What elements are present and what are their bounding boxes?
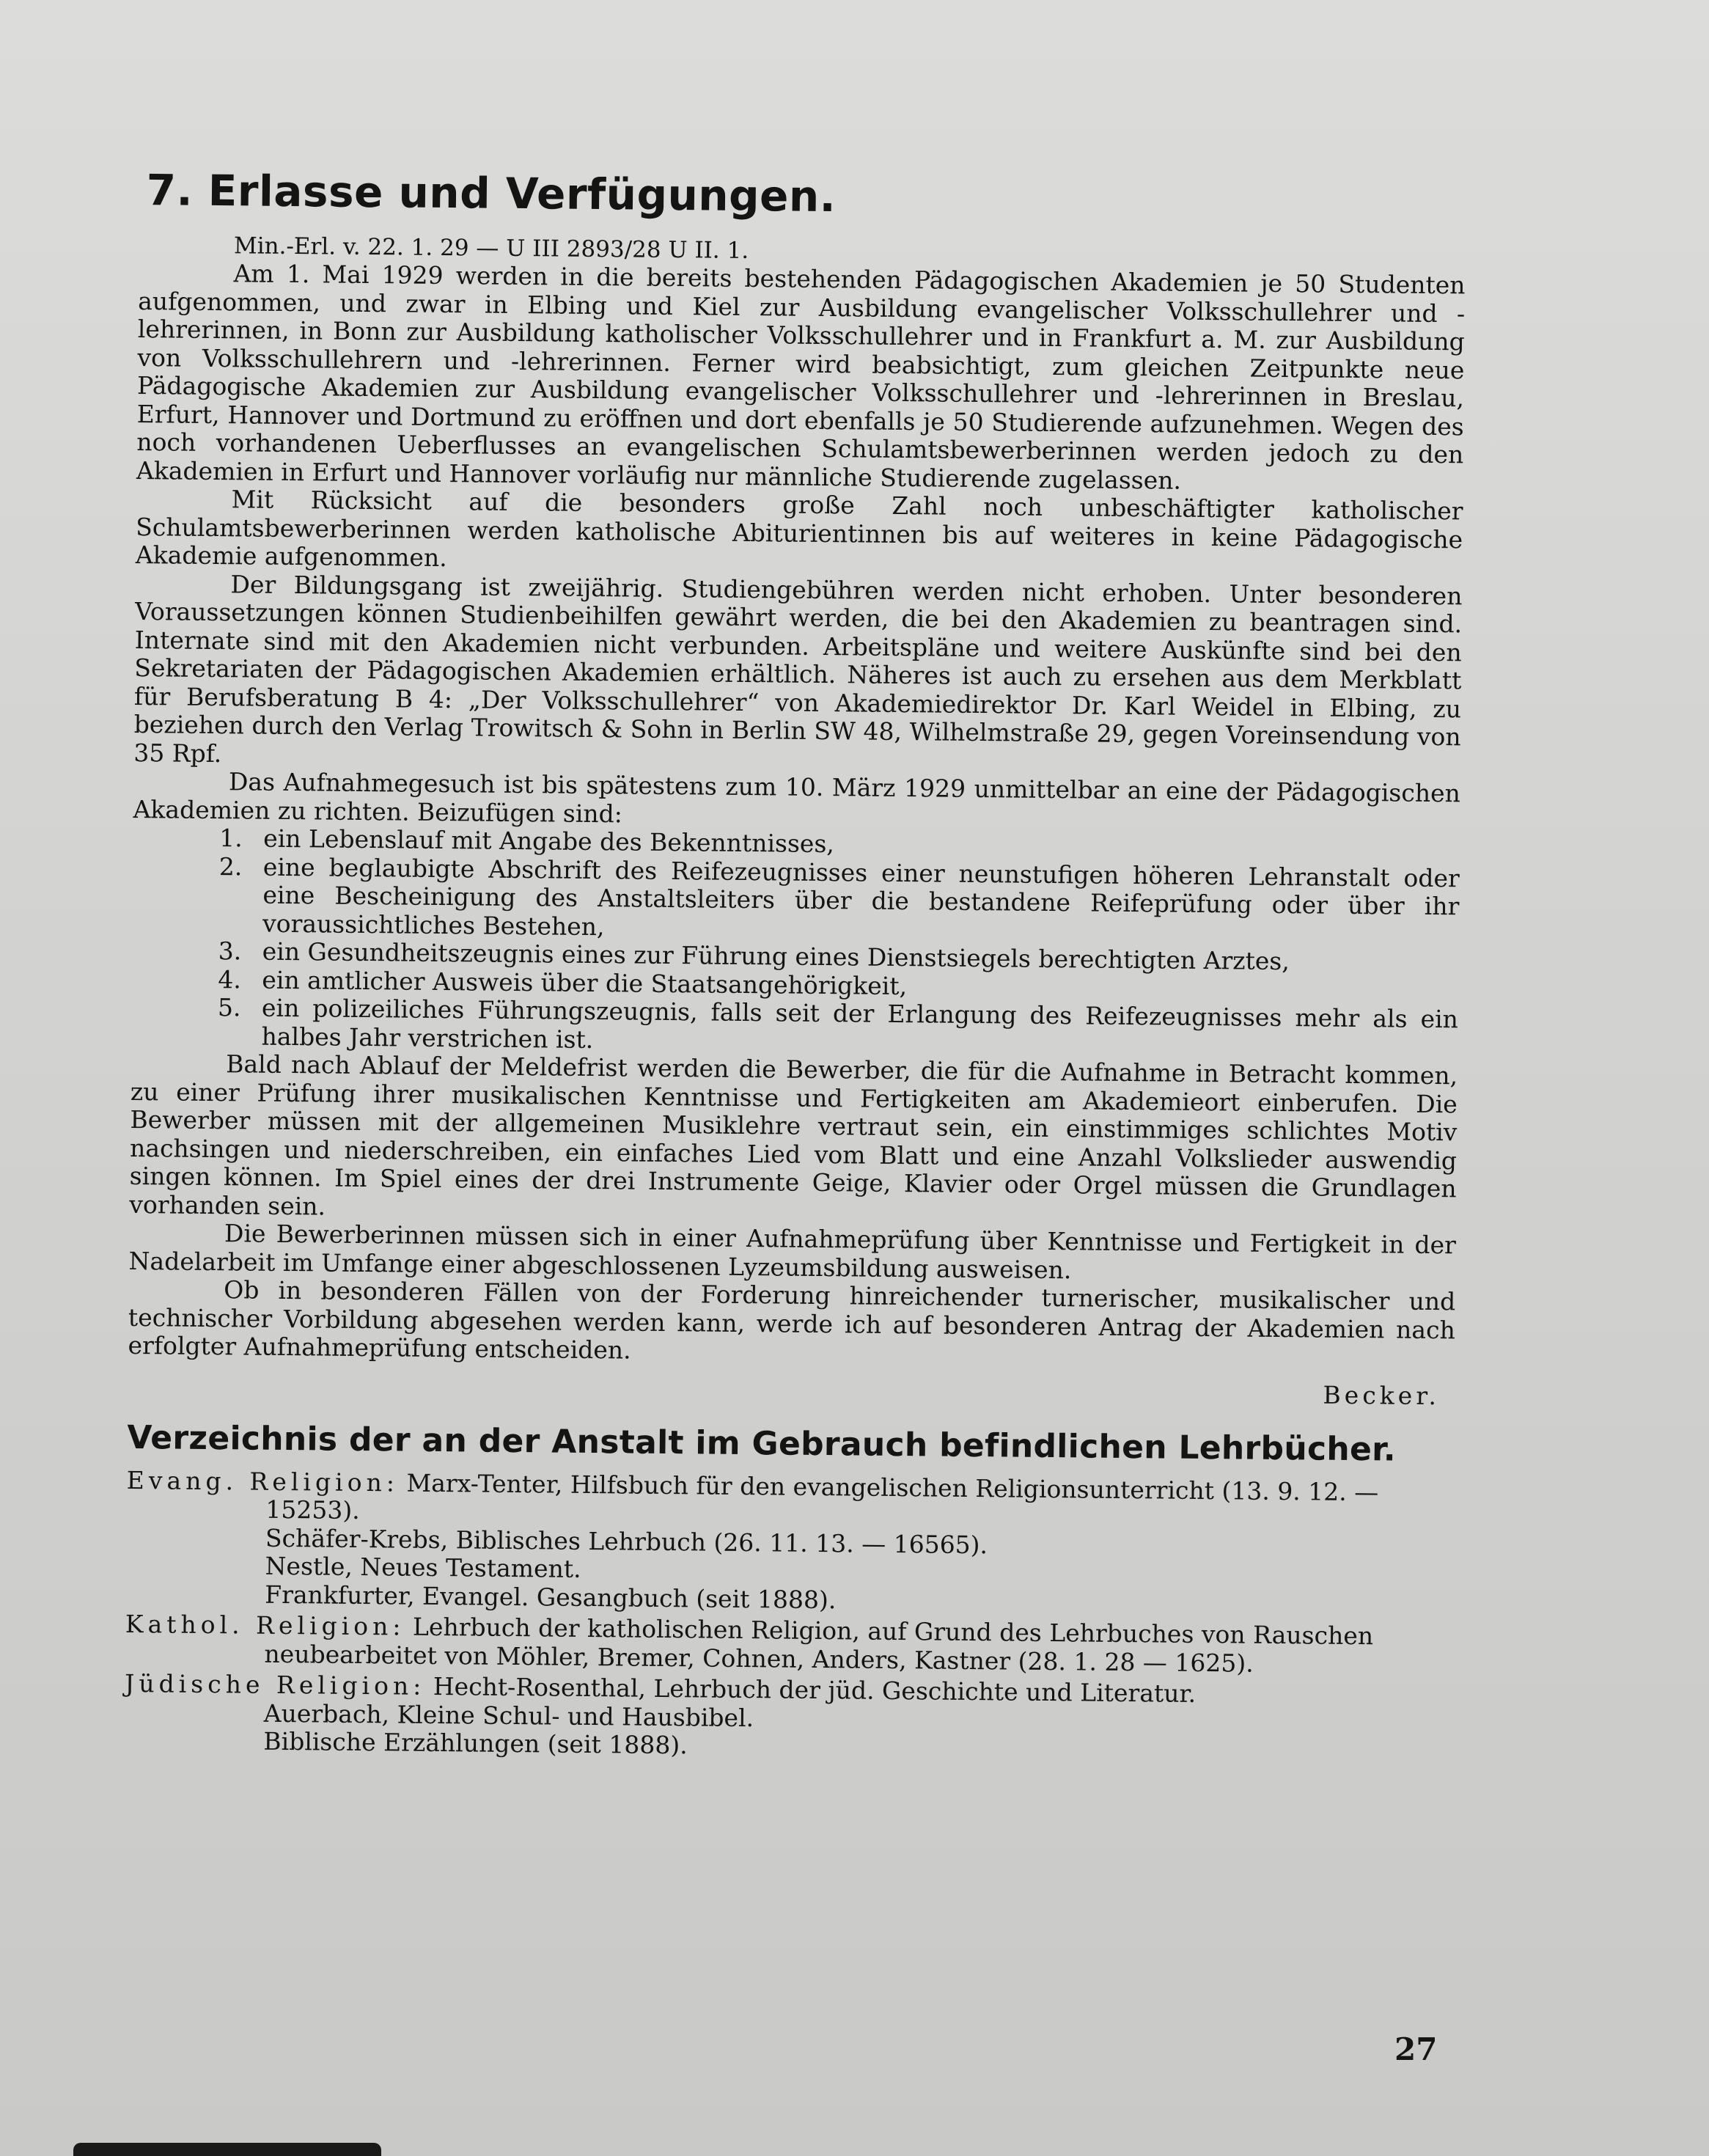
- subject-label: Kathol. Religion:: [125, 1609, 405, 1641]
- textbook-entry: Marx-Tenter, Hilfsbuch für den evangelischen Religionsunterricht (13. 9. 12. — 15253).: [265, 1468, 1379, 1525]
- section-title: 7. Erlasse und Verfügungen.: [146, 165, 837, 222]
- paragraph: Das Aufnahmegesuch ist bis spätestens zum 10. März 1929 unmittelbar an eine der Pädagogischen Akademien zu richten. Beizufügen sind:: [133, 767, 1461, 828]
- requirements-list: [131, 824, 1460, 1062]
- textbook-entry: Hecht-Rosenthal, Lehrbuch der jüd. Geschichte und Literatur.: [433, 1671, 1197, 1708]
- requirement-item: 3. ein Gesundheitszeugnis eines zur Führung eines Dienstsiegels berechtigten Arztes,: [249, 937, 1459, 977]
- textbook-group-jewish: [124, 1670, 1452, 1767]
- textbook-entry: Auerbach, Kleine Schul- und Hausbibel.: [263, 1698, 754, 1732]
- paragraph: Der Bildungsgang ist zweijährig. Studiengebühren werden nicht erhoben. Unter besonderen Voraussetzungen können Studienbeihilfen gewährt werden, die bei den Akademien zu beantragen sind. Internate sind mit den Akademien nicht verbunden. Arbeitspläne und weitere Auskünfte sind bei den Sekretariaten der Pädagogischen Akademien erhältlich. Näheres ist auch zu ersehen aus dem Merkblatt für Berufsberatung B 4: „Der Volksschullehrer“ von Akademiedirektor Dr. Karl Weidel in Elbing, zu beziehen durch den Verlag Trowitsch & Sohn in Berlin SW 48, Wilhelmstraße 29, gegen Voreinsendung von 35 Rpf.: [133, 569, 1463, 768]
- paragraph: Mit Rücksicht auf die besonders große Zahl noch unbeschäftigter katholischer Schulamtsbewerberinnen werden katholische Abiturientinnen bis auf weiteres in keine Pädagogische Akademie aufgenommen.: [135, 485, 1463, 573]
- requirement-item: 5. ein polizeiliches Führungszeugnis, falls seit der Erlangung des Reifezeugnisses mehr als ein halbes Jahr verstrichen ist.: [248, 994, 1458, 1062]
- textbook-entry: Nestle, Neues Testament.: [265, 1551, 581, 1583]
- textbook-entry: Lehrbuch der katholischen Religion, auf Grund des Lehrbuches von Rauschen neubearbeitet von Möhler, Bremer, Cohnen, Anders, Kastner (28. 1. 28 — 1625).: [264, 1612, 1374, 1678]
- paragraph: Am 1. Mai 1929 werden in die bereits bestehenden Pädagogischen Akademien je 50 Studenten aufgenommen, und zwar in Elbing und Kiel zur Ausbildung evangelischer Volksschullehrer und -lehrerinnen, in Bonn zur Ausbildung katholischer Volksschullehrer und in Frankfurt a. M. zur Ausbildung von Volksschullehrern und -lehrerinnen. Ferner wird beabsichtigt, zum gleichen Zeitpunkte neue Pädagogische Akademien zur Ausbildung evangelischer Volksschullehrer und -lehrerinnen in Breslau, Erfurt, Hannover und Dortmund zu eröffnen und dort ebenfalls je 50 Studierende aufzunehmen. Wegen des noch vorhandenen Ueberflusses an evangelischen Schulamtsbewerberinnen werden jedoch zu den Akademien in Erfurt und Hannover vorläufig nur männliche Studierende zugelassen.: [136, 259, 1466, 495]
- paragraph: Bald nach Ablauf der Meldefrist werden die Bewerber, die für die Aufnahme in Betracht kommen, zu einer Prüfung ihrer musikalischen Kenntnisse und Fertigkeiten am Akademieort einberufen. Die Bewerber müssen mit der allgemeinen Musiklehre vertraut sein, ein einstimmiges schlichtes Motiv nachsingen und niederschreiben, ein einfaches Lied vom Blatt und eine Anzahl Volkslieder auswendig singen können. Im Spiel eines der drei Instrumente Geige, Klavier oder Orgel müssen die Grundlagen vorhanden sein.: [129, 1049, 1458, 1221]
- page-number: 27: [1394, 2031, 1438, 2067]
- requirement-item: 4. ein amtlicher Ausweis über die Staatsangehörigkeit,: [249, 966, 1458, 1005]
- textbook-entry: Schäfer-Krebs, Biblisches Lehrbuch (26. 11. 13. — 16565).: [265, 1523, 988, 1559]
- requirement-item: 2. eine beglaubigte Abschrift des Reifezeugnisses einer neunstufigen höheren Lehranstalt oder eine Bescheinigung des Anstaltsleiters über die bestandene Reifeprüfung oder über ihr voraussichtliches Bestehen,: [249, 853, 1460, 949]
- scan-edge-shadow: [73, 2143, 381, 2156]
- subject-label: Jüdische Religion:: [124, 1668, 426, 1701]
- textbook-group-evangelical: [125, 1466, 1454, 1620]
- paragraph: Die Bewerberinnen müssen sich in einer Aufnahmeprüfung über Kenntnisse und Fertigkeit in der Nadelarbeit im Umfange einer abgeschlossenen Lyzeumsbildung ausweisen.: [128, 1219, 1457, 1284]
- decree-reference: Min.-Erl. v. 22. 1. 29 — U III 2893/28 U II. 1.: [233, 232, 749, 264]
- textbook-entry: Biblische Erzählungen (seit 1888).: [263, 1726, 688, 1760]
- signature: Becker.: [1323, 1380, 1441, 1410]
- page-content: [124, 165, 1466, 1770]
- subject-label: Evang. Religion:: [126, 1465, 400, 1497]
- textbook-entry: Frankfurter, Evangel. Gesangbuch (seit 1888).: [265, 1580, 837, 1614]
- textbook-list-title: Verzeichnis der an der Anstalt im Gebrauch befindlichen Lehrbücher.: [127, 1418, 1397, 1469]
- textbook-group-catholic: [125, 1610, 1452, 1679]
- paragraph: Ob in besonderen Fällen von der Forderung hinreichender turnerischer, musikalischer und technischer Vorbildung abgesehen werden kann, werde ich auf besonderen Antrag der Akademien nach erfolgter Aufnahmeprüfung entscheiden.: [128, 1275, 1456, 1365]
- requirement-item: 1. ein Lebenslauf mit Angabe des Bekenntnisses,: [250, 824, 1460, 864]
